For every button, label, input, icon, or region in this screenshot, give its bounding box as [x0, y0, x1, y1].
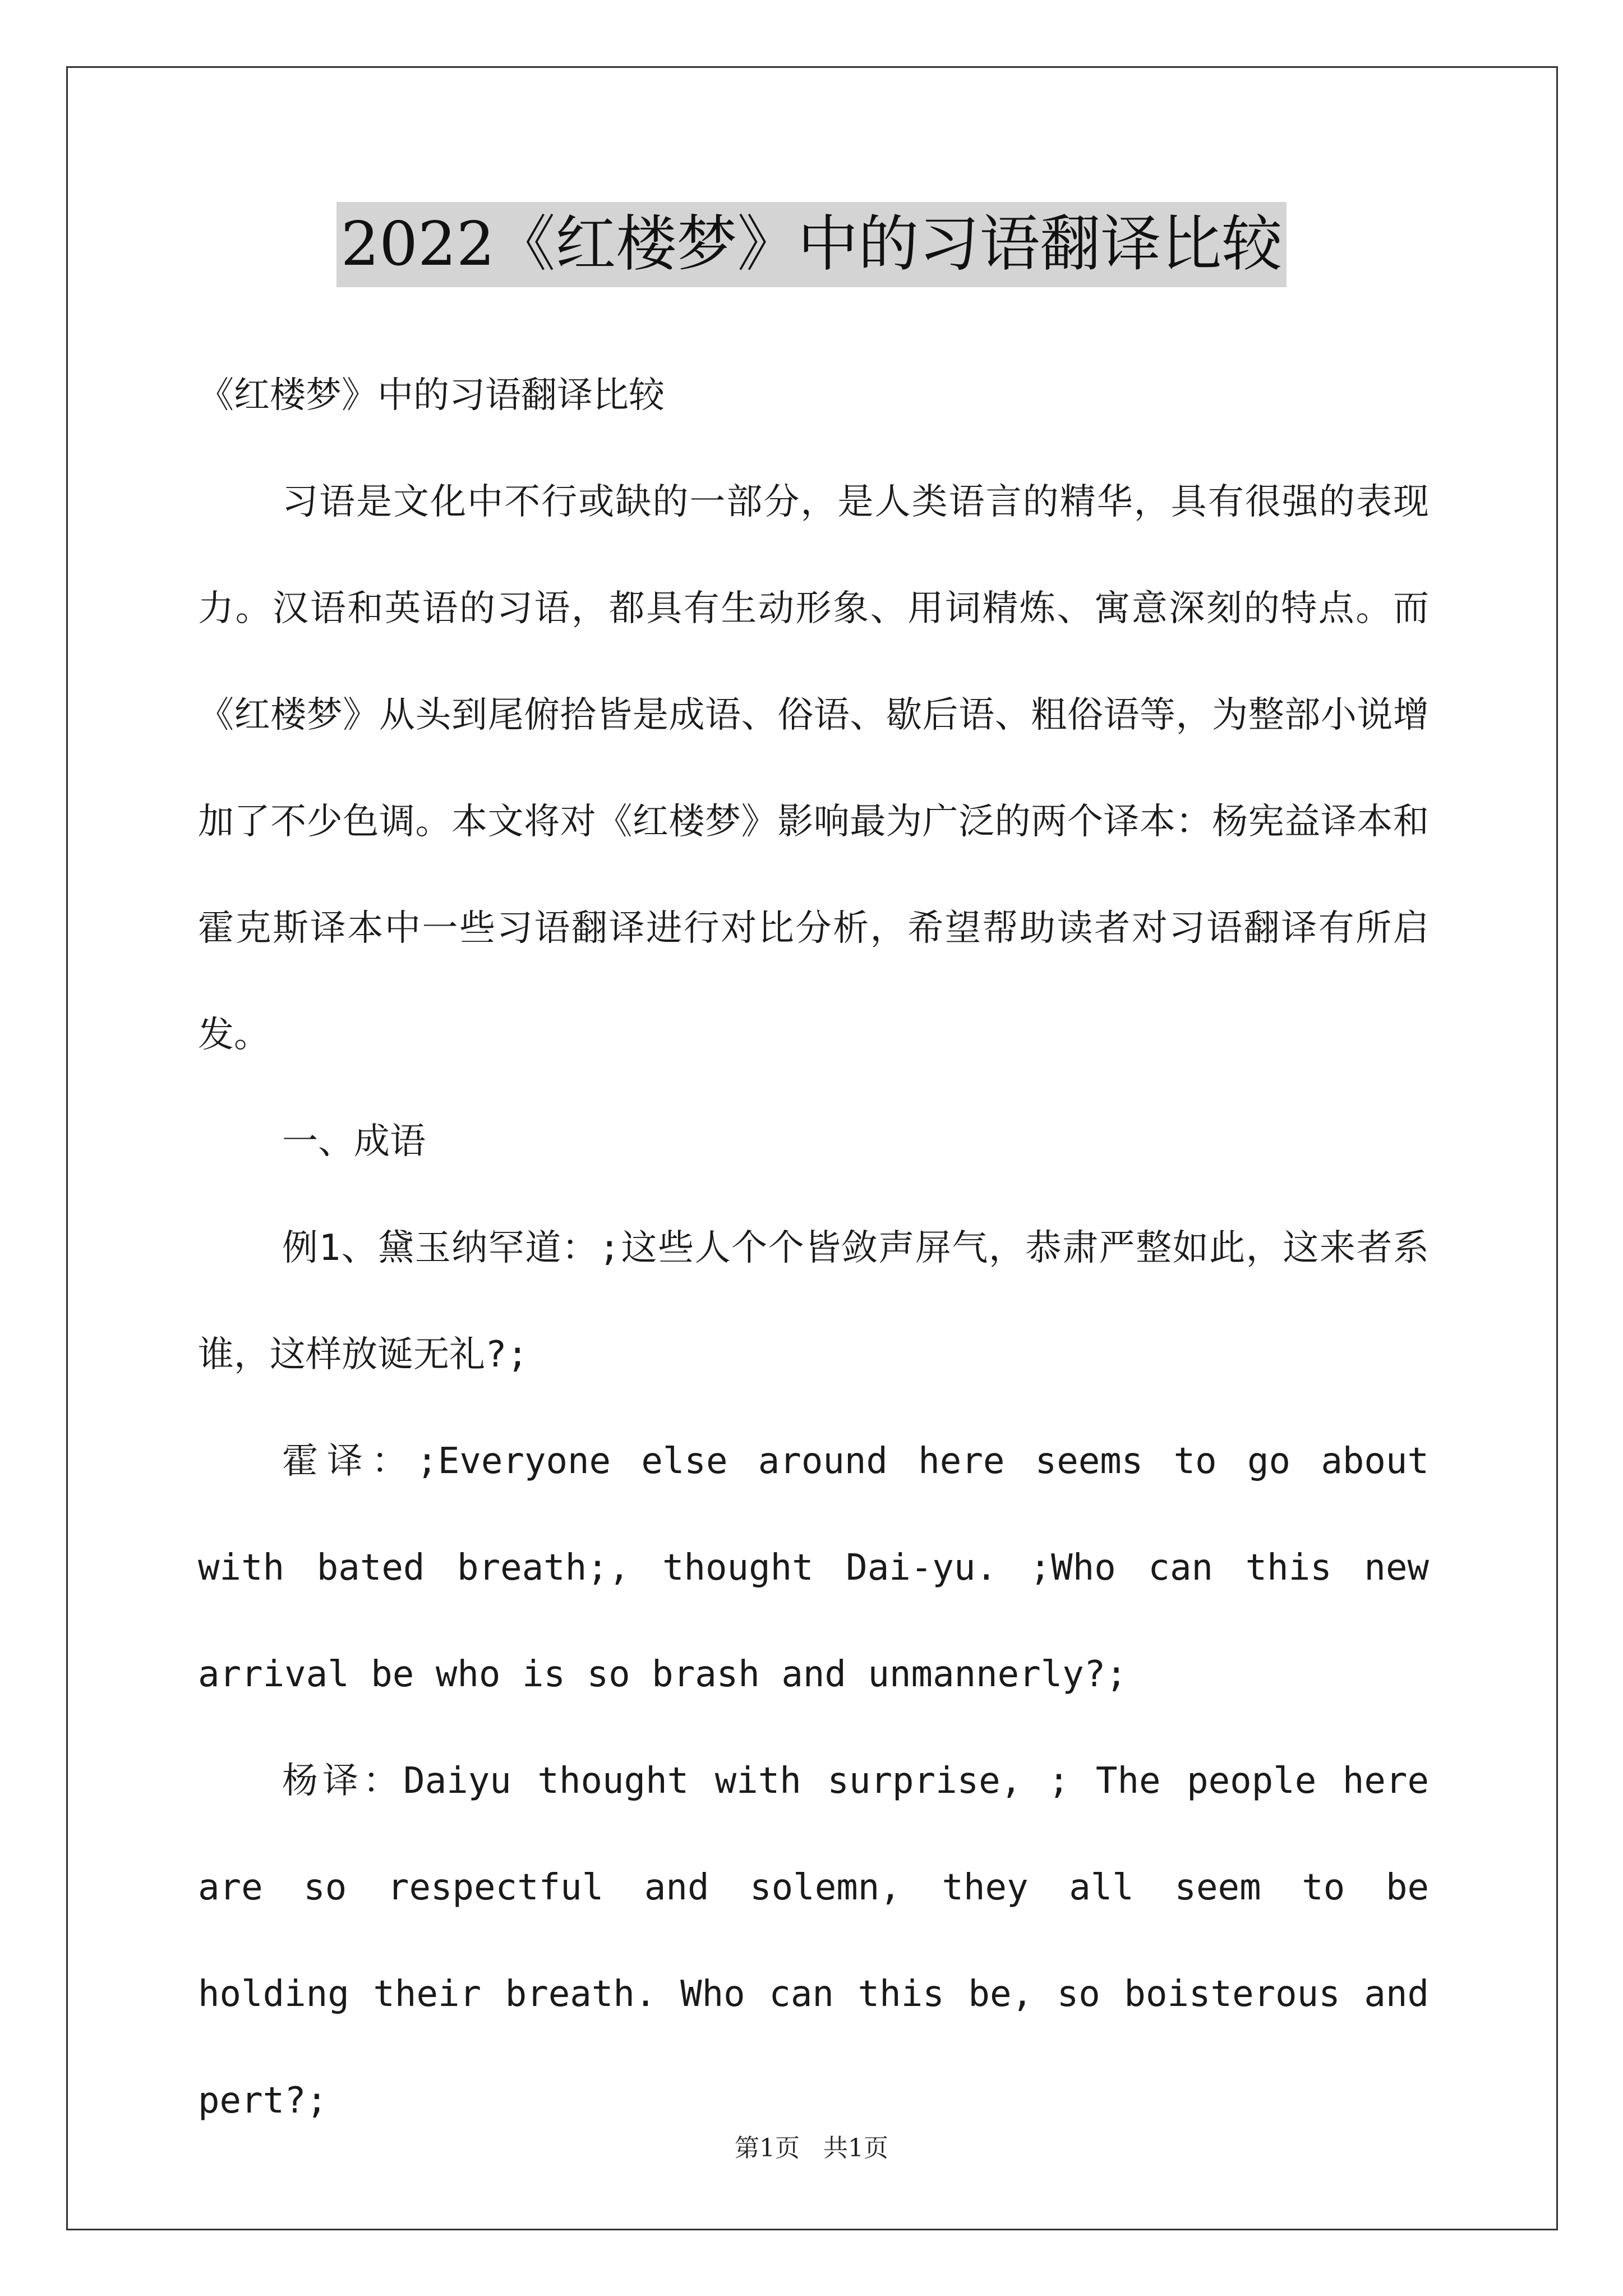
- section-heading: 一、成语: [282, 1121, 426, 1162]
- page-number: 第1页: [735, 2134, 800, 2162]
- title-container: [0, 202, 1623, 287]
- document-title: 2022《红楼梦》中的习语翻译比较: [336, 202, 1287, 287]
- subtitle-paragraph: 《红楼梦》中的习语翻译比较: [198, 375, 665, 416]
- hawkes-translation-paragraph: 霍译：;Everyone else around here seems to go about with bated breath;, thought Dai-yu. ;Who can this new arrival be who is so brash and unmannerly?;: [198, 1441, 1429, 1695]
- yang-translation-paragraph: 杨译：Daiyu thought with surprise, ; The people here are so respectful and solemn, they all seem to be holding their breath. Who can this be, so boisterous and pert?;: [198, 1760, 1429, 2122]
- page-footer: [0, 2132, 1623, 2165]
- example-paragraph: 例1、黛玉纳罕道：;这些人个个皆敛声屏气，恭肃严整如此，这来者系谁，这样放诞无礼?;: [198, 1227, 1429, 1375]
- page-total: 共1页: [823, 2134, 888, 2162]
- intro-paragraph: 习语是文化中不行或缺的一部分，是人类语言的精华，具有很强的表现力。汉语和英语的习语，都具有生动形象、用词精炼、寓意深刻的特点。而《红楼梦》从头到尾俯拾皆是成语、俗语、歇后语、粗俗语等，为整部小说增加了不少色调。本文将对《红楼梦》影响最为广泛的两个译本：杨宪益译本和霍克斯译本中一些习语翻译进行对比分析，希望帮助读者对习语翻译有所启发。: [198, 481, 1429, 1056]
- document-body: [198, 342, 1429, 2154]
